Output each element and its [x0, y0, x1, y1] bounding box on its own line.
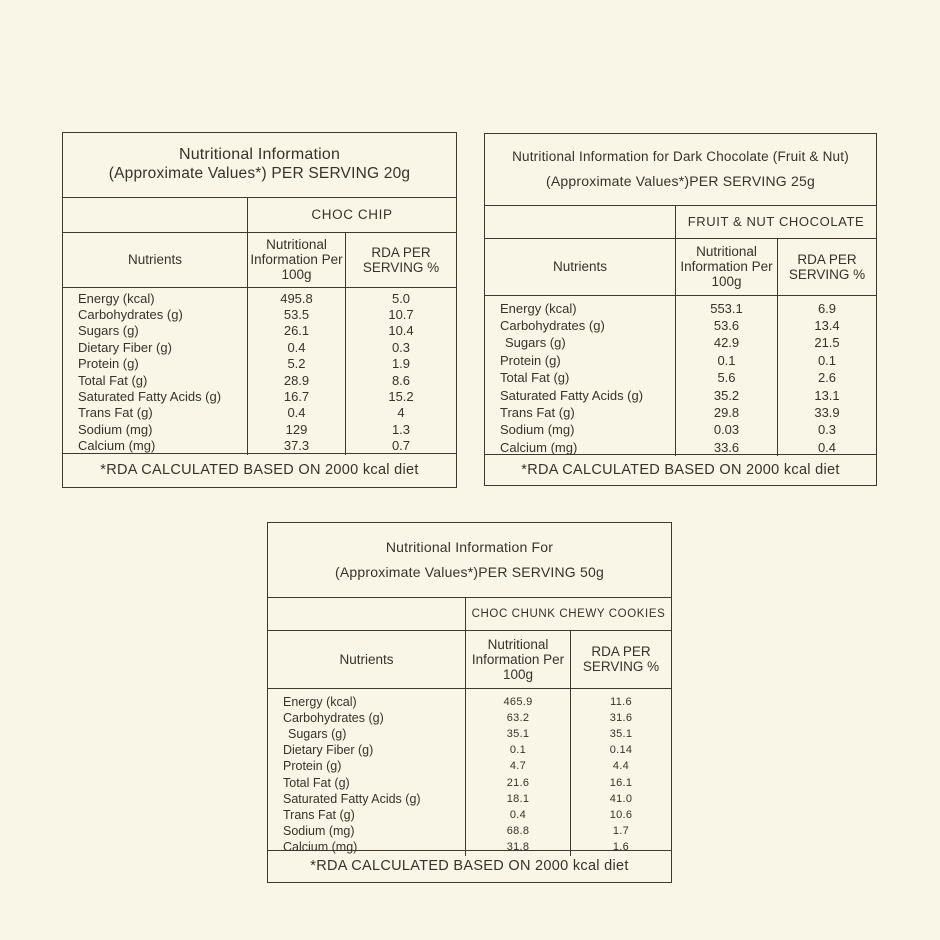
nutrient-label: Sodium (mg) [78, 421, 153, 437]
nutrient-label: Dietary Fiber (g) [78, 339, 172, 355]
nutrient-per100: 26.1 [283, 323, 310, 339]
nutrient-per100: 63.2 [506, 711, 530, 724]
nutrient-rda: 0.14 [609, 744, 633, 757]
nutrient-data-grid [485, 295, 876, 454]
empty-cell [268, 598, 465, 630]
nutrient-label: Energy (kcal) [78, 290, 155, 306]
nutrient-per100: 37.3 [283, 438, 310, 454]
column-header-rda: RDA PER SERVING % [777, 239, 876, 295]
nutrient-rda: 1.3 [391, 421, 411, 437]
nutrient-rda: 1.6 [612, 841, 630, 854]
nutrient-per100: 129 [285, 421, 308, 437]
nutrient-rda: 13.1 [814, 387, 840, 403]
nutrient-per100: 31.8 [506, 841, 530, 854]
nutrient-rda: 35.1 [609, 727, 633, 740]
nutrient-rda: 0.3 [391, 339, 411, 355]
nutrient-label: Sodium (mg) [283, 824, 355, 839]
nutrient-rda: 21.5 [814, 335, 840, 351]
column-header-nutrients: Nutrients [127, 252, 183, 267]
nutrient-per100: 16.7 [283, 388, 310, 404]
table-title [268, 523, 671, 597]
empty-cell [485, 206, 675, 238]
rda-values-column [777, 296, 876, 457]
rda-footnote: *RDA CALCULATED BASED ON 2000 kcal diet [63, 453, 456, 487]
nutrient-label: Energy (kcal) [500, 300, 577, 316]
column-header-nutrients: Nutrients [552, 259, 608, 274]
nutrition-table-choc-chip [62, 132, 457, 488]
nutrient-per100: 35.1 [506, 727, 530, 740]
nutrient-label: Sugars (g) [78, 323, 139, 339]
nutrient-per100: 5.2 [287, 356, 306, 372]
table-title-line1: Nutritional Information [178, 146, 341, 164]
nutrient-label: Sodium (mg) [500, 422, 575, 438]
nutrient-label: Trans Fat (g) [500, 404, 575, 420]
nutrient-per100: 465.9 [503, 695, 533, 708]
nutrient-per100: 4.7 [509, 760, 527, 773]
nutrient-per100: 18.1 [506, 792, 530, 805]
nutrient-rda: 13.4 [814, 317, 840, 333]
nutrient-rda: 11.6 [610, 695, 632, 708]
nutrient-label: Protein (g) [78, 356, 139, 372]
nutrition-table-fruit-nut-chocolate [484, 133, 877, 486]
nutrient-rda: 15.2 [388, 388, 414, 404]
nutrient-per100: 0.1 [509, 744, 527, 757]
nutrient-label: Dietary Fiber (g) [283, 743, 374, 758]
nutrient-label: Trans Fat (g) [78, 405, 153, 421]
nutrient-rda: 0.4 [817, 439, 837, 455]
nutrient-label: Saturated Fatty Acids (g) [500, 387, 644, 403]
nutrient-label: Saturated Fatty Acids (g) [283, 791, 421, 806]
nutrient-per100: 68.8 [506, 825, 530, 838]
nutrient-label: Sugars (g) [288, 726, 347, 741]
nutrient-label: Carbohydrates (g) [78, 306, 183, 322]
nutrient-label: Calcium (mg) [283, 840, 358, 855]
column-header-per100: Nutritional Information Per 100g [675, 239, 777, 295]
nutrient-label: Sugars (g) [505, 335, 566, 351]
column-header-rda: RDA PER SERVING % [570, 631, 671, 688]
nutrient-rda: 1.9 [391, 356, 411, 372]
table-title [63, 133, 456, 197]
nutrient-labels-column [268, 689, 465, 856]
nutrient-per100: 5.6 [717, 370, 736, 386]
column-header-row [63, 232, 456, 287]
nutrient-rda: 5.0 [391, 290, 411, 306]
nutrient-rda: 6.9 [817, 300, 837, 316]
nutrient-rda: 8.6 [391, 372, 411, 388]
nutrition-table-choc-chunk-chewy-cookies [267, 522, 672, 883]
nutrient-label: Trans Fat (g) [283, 807, 355, 822]
nutrient-per100: 28.9 [283, 372, 310, 388]
product-name: FRUIT & NUT CHOCOLATE [675, 206, 876, 238]
nutrient-rda: 16.1 [609, 776, 633, 789]
nutrient-label: Calcium (mg) [500, 439, 578, 455]
nutrient-per100: 35.2 [713, 387, 740, 403]
column-header-row [268, 630, 671, 688]
nutrient-rda: 31.6 [609, 711, 633, 724]
nutrient-rda: 10.4 [388, 323, 414, 339]
table-title-line1: Nutritional Information for Dark Chocolate (Fruit & Nut) [512, 149, 849, 165]
nutrient-per100: 21.6 [506, 776, 530, 789]
nutrient-per100: 53.6 [713, 317, 740, 333]
nutrient-rda: 0.1 [817, 352, 837, 368]
nutrient-per100: 0.4 [509, 808, 527, 821]
column-header-rda: RDA PER SERVING % [345, 233, 456, 287]
product-name: CHOC CHIP [247, 198, 456, 232]
column-header-per100: Nutritional Information Per 100g [247, 233, 345, 287]
nutrient-label: Total Fat (g) [500, 370, 570, 386]
nutrient-rda: 10.7 [388, 306, 414, 322]
empty-cell [63, 198, 247, 232]
nutrient-rda: 33.9 [814, 404, 840, 420]
nutrient-rda: 4.4 [612, 760, 630, 773]
nutrient-label: Protein (g) [500, 352, 561, 368]
table-title-line2: (Approximate Values*) PER SERVING 20g [108, 165, 411, 183]
nutrient-per100: 33.6 [713, 439, 740, 455]
nutrient-data-grid [63, 287, 456, 453]
nutrient-per100: 0.1 [717, 352, 736, 368]
nutrient-per100: 42.9 [713, 335, 740, 351]
nutrient-rda: 41.0 [609, 792, 633, 805]
nutrient-per100: 0.4 [287, 339, 306, 355]
nutrient-label: Protein (g) [283, 759, 342, 774]
product-row [485, 205, 876, 238]
rda-footnote: *RDA CALCULATED BASED ON 2000 kcal diet [485, 454, 876, 485]
nutrient-label: Saturated Fatty Acids (g) [78, 388, 222, 404]
product-name: CHOC CHUNK CHEWY COOKIES [465, 598, 671, 630]
nutrient-label: Calcium (mg) [78, 438, 156, 454]
product-row [268, 597, 671, 630]
product-row [63, 197, 456, 232]
column-header-per100: Nutritional Information Per 100g [465, 631, 570, 688]
nutrient-data-grid [268, 688, 671, 855]
table-title-line2: (Approximate Values*)PER SERVING 50g [335, 564, 604, 581]
rda-values-column [345, 288, 456, 455]
nutrient-label: Total Fat (g) [78, 372, 148, 388]
table-title-line1: Nutritional Information For [385, 539, 554, 556]
per100-values-column [675, 296, 777, 457]
nutrient-rda: 0.3 [817, 422, 837, 438]
nutrient-per100: 53.5 [283, 306, 310, 322]
nutrient-rda: 4 [397, 405, 405, 421]
table-title-line2: (Approximate Values*)PER SERVING 25g [546, 173, 815, 190]
rda-footnote: *RDA CALCULATED BASED ON 2000 kcal diet [268, 850, 671, 882]
table-title [485, 134, 876, 205]
nutrient-per100: 0.03 [713, 422, 740, 438]
nutrient-labels-column [485, 296, 675, 457]
rda-values-column [570, 689, 671, 856]
nutrient-label: Total Fat (g) [283, 775, 350, 790]
per100-values-column [465, 689, 570, 856]
nutrient-per100: 553.1 [710, 300, 743, 316]
nutrient-per100: 29.8 [713, 404, 740, 420]
nutrient-per100: 495.8 [280, 290, 313, 306]
nutrient-rda: 1.7 [612, 825, 630, 838]
nutrient-per100: 0.4 [287, 405, 306, 421]
per100-values-column [247, 288, 345, 455]
nutrient-label: Carbohydrates (g) [283, 710, 384, 725]
nutrient-rda: 10.6 [609, 808, 633, 821]
nutrient-rda: 0.7 [391, 438, 411, 454]
column-header-nutrients: Nutrients [339, 651, 394, 667]
column-header-row [485, 238, 876, 295]
nutrient-label: Energy (kcal) [283, 694, 357, 709]
nutrient-rda: 2.6 [817, 370, 837, 386]
nutrient-label: Carbohydrates (g) [500, 317, 605, 333]
nutrient-labels-column [63, 288, 247, 455]
